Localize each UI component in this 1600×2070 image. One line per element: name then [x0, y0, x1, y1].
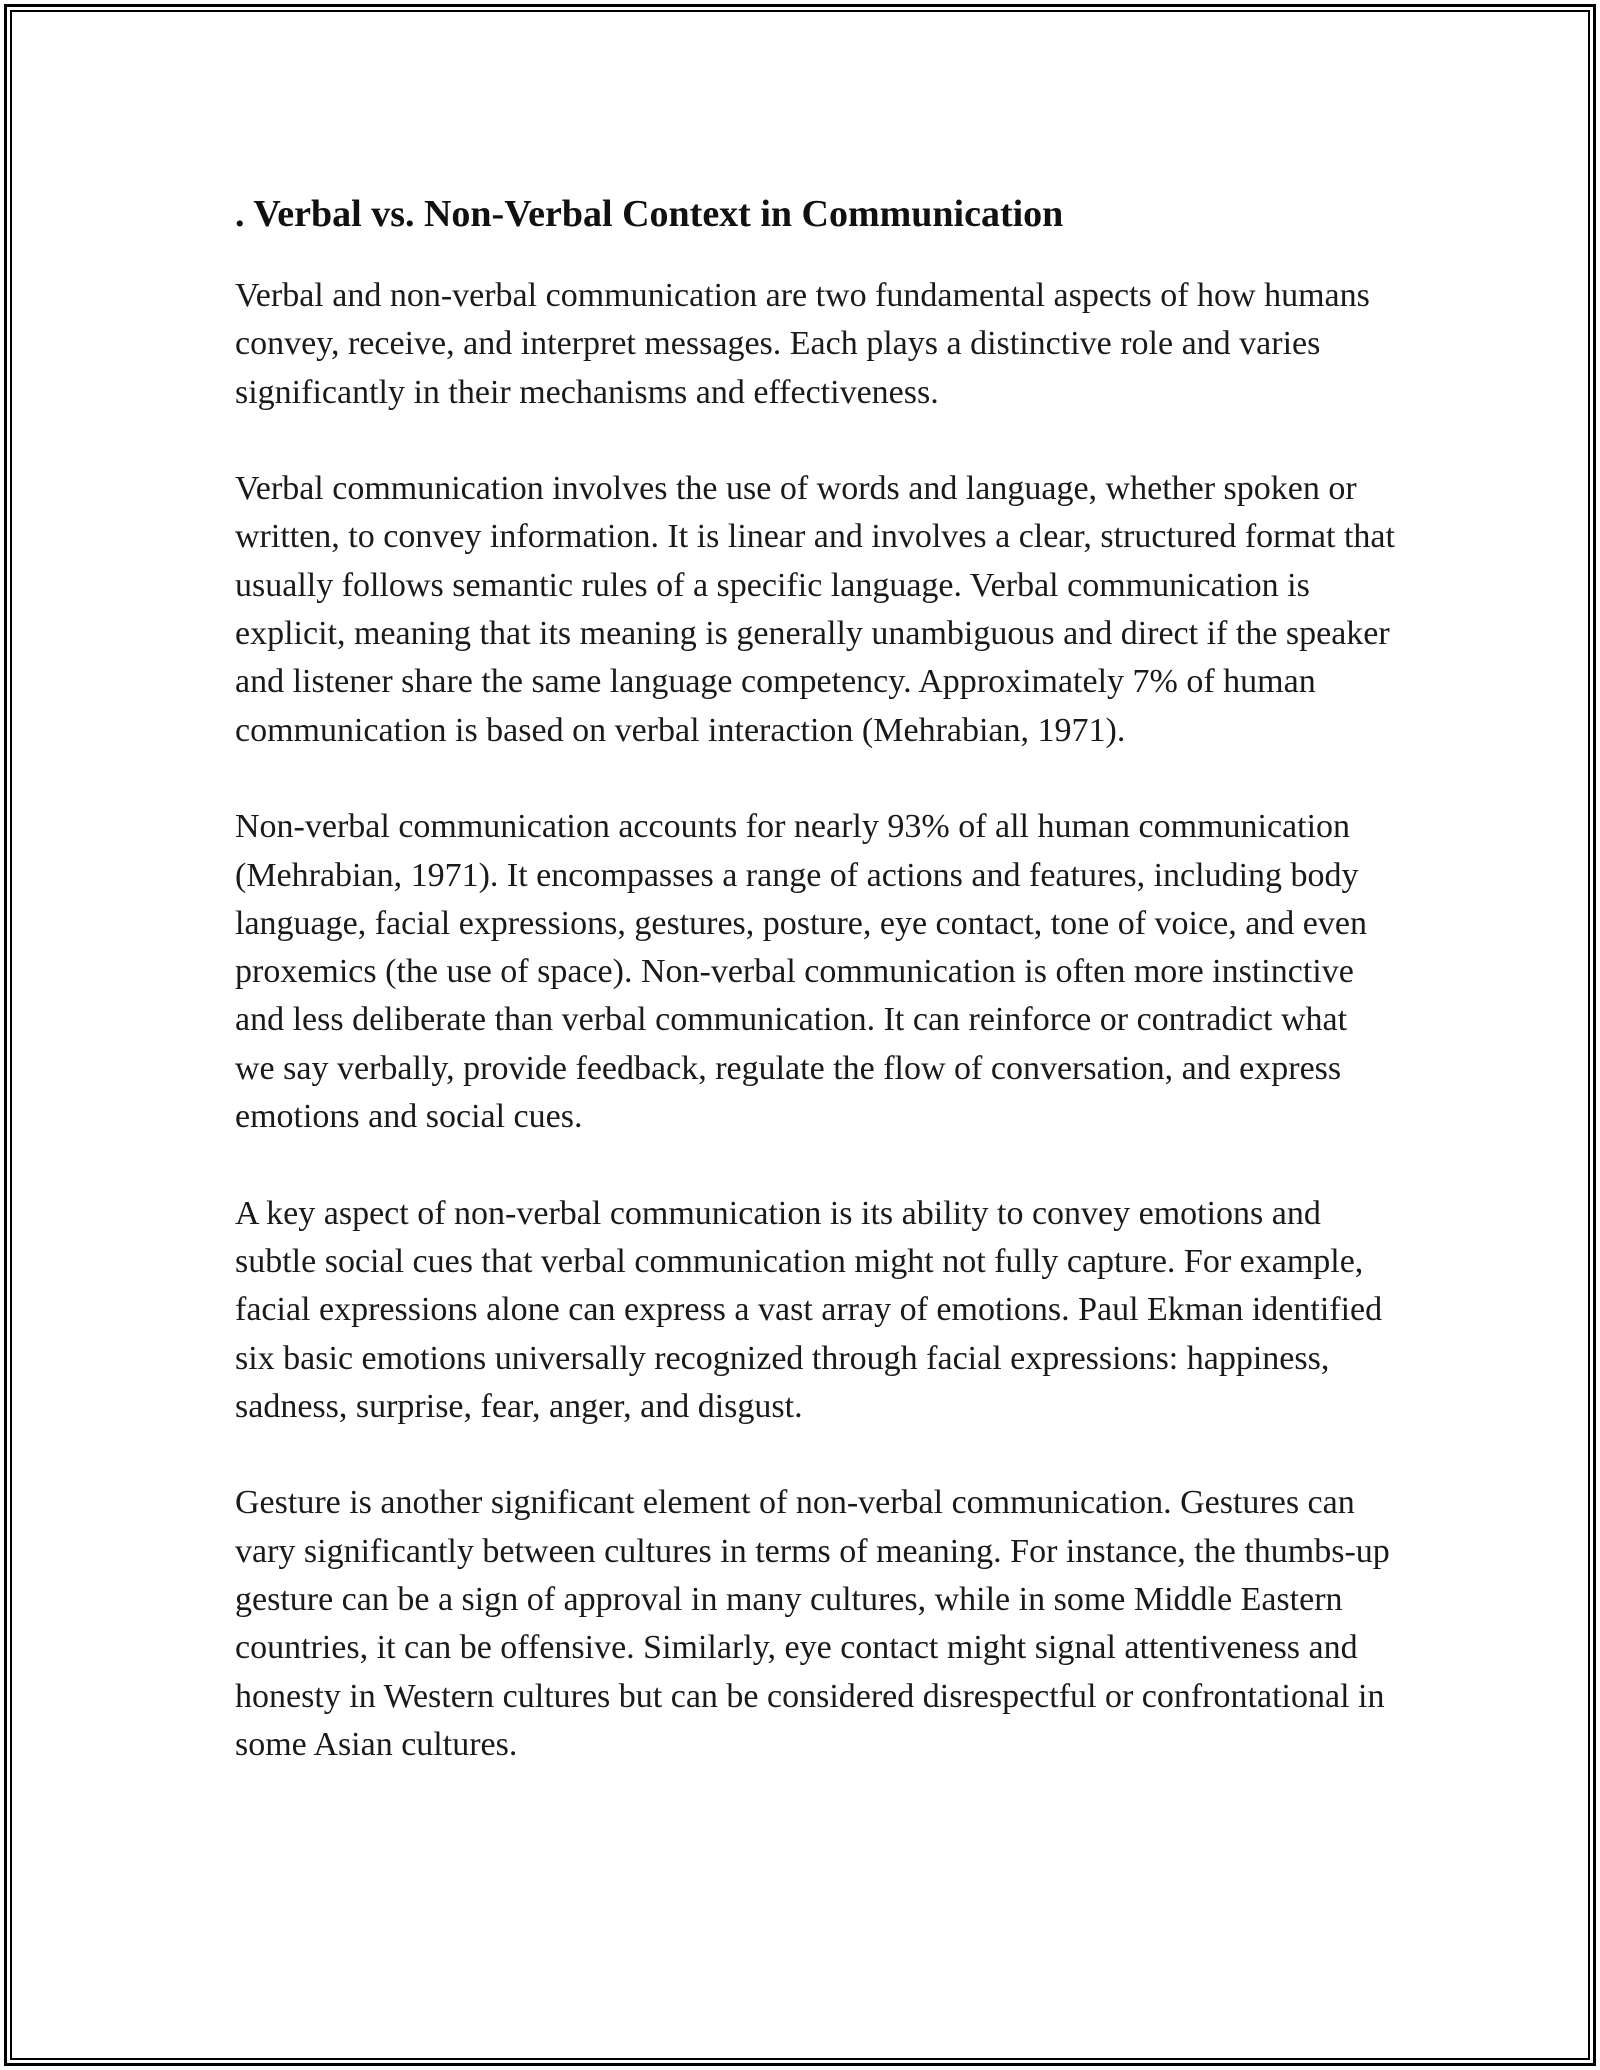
document-body: [235, 186, 1395, 1769]
paragraph-verbal-communication: Verbal communication involves the use of words and language, whether spoken or written, to convey information. It is linear and involves a clear, structured format that usually follows semantic rules of a specific language. Verbal communication is explicit, meaning that its meaning is generally unambiguous and direct if the speaker and listener share the same language competency. Approximately 7% of human communication is based on verbal interaction (Mehrabian, 1971).: [235, 470, 1395, 749]
paragraph-non-verbal-communication: Non-verbal communication accounts for nearly 93% of all human communication (Mehrabian, 1971). It encompasses a range of actions and features, including body language, facial expressions, gestures, posture, eye contact, tone of voice, and even proxemics (the use of space). Non-verbal communication is often more instinctive and less deliberate than verbal communication. It can reinforce or contradict what we say verbally, provide feedback, regulate the flow of conversation, and express emotions and social cues.: [235, 808, 1367, 1136]
document-title: . Verbal vs. Non-Verbal Context in Communication: [235, 193, 1064, 235]
paragraph-intro: Verbal and non-verbal communication are two fundamental aspects of how humans convey, receive, and interpret messages. Each plays a distinctive role and varies significantly in their mechanisms and effectiveness.: [235, 277, 1370, 411]
paragraph-emotions-cues: A key aspect of non-verbal communication is its ability to convey emotions and subtle social cues that verbal communication might not fully capture. For example, facial expressions alone can express a vast array of emotions. Paul Ekman identified six basic emotions universally recognized through facial expressions: happiness, sadness, surprise, fear, anger, and disgust.: [235, 1194, 1383, 1425]
paragraph-gestures: Gesture is another significant element of non-verbal communication. Gestures can vary significantly between cultures in terms of meaning. For instance, the thumbs-up gesture can be a sign of approval in many cultures, while in some Middle Eastern countries, it can be offensive. Similarly, eye contact might signal attentiveness and honesty in Western cultures but can be considered disrespectful or confrontational in some Asian cultures.: [235, 1484, 1390, 1763]
